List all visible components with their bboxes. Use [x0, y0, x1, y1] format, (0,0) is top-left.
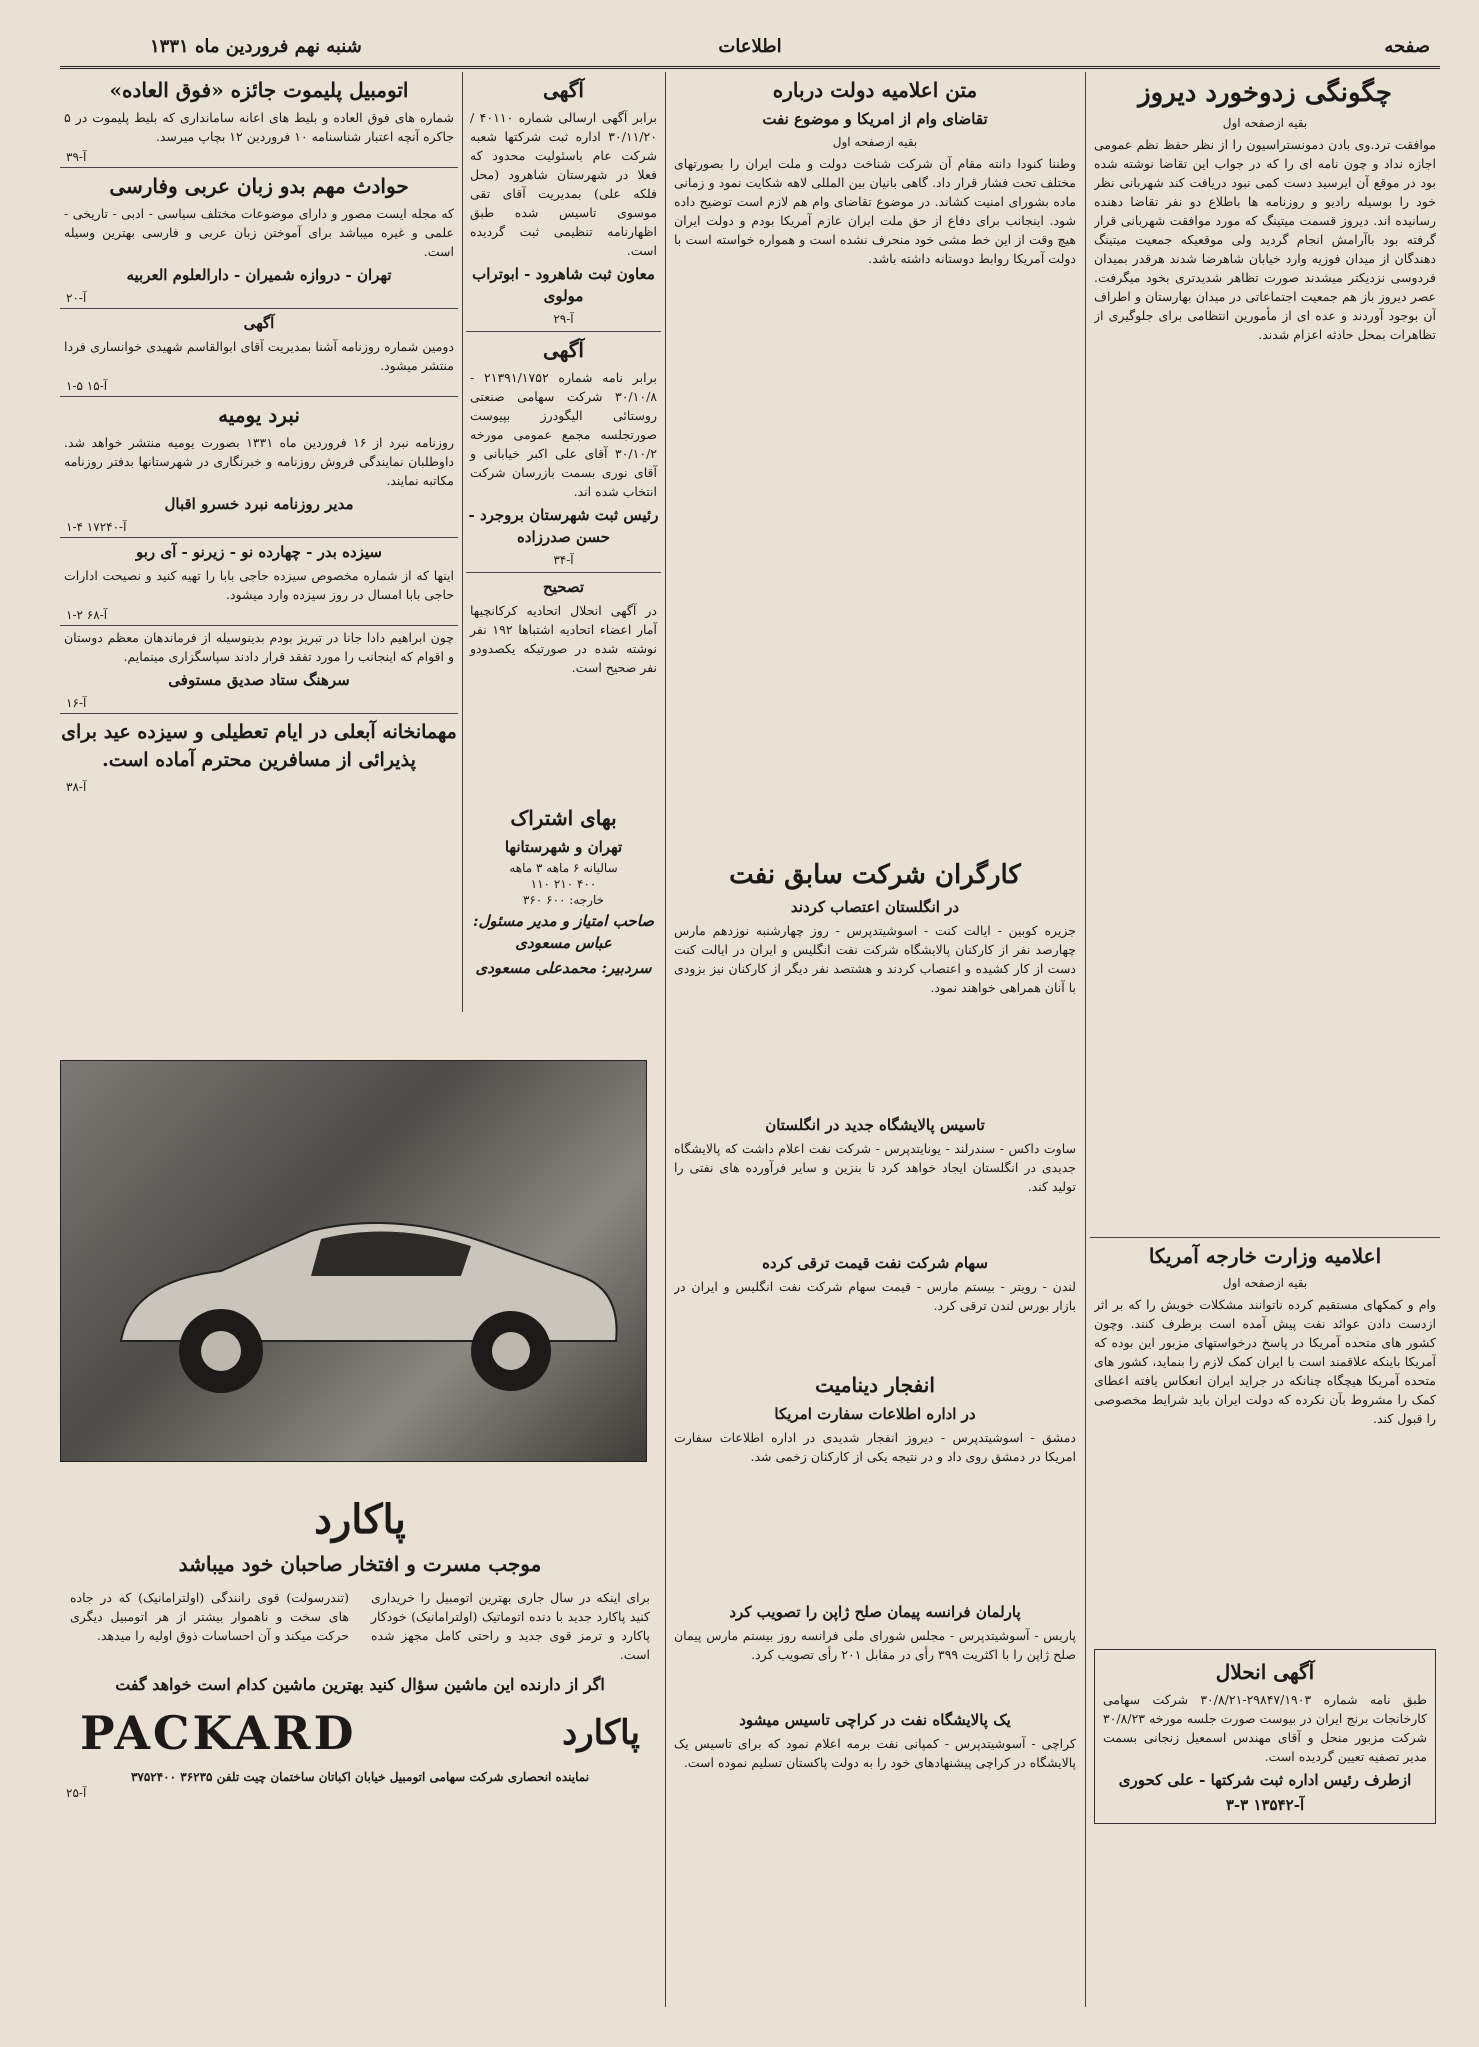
ad-code: آ-۳۸ — [66, 780, 87, 794]
ad-signature: سرهنگ ستاد صدیق مستوفی — [168, 671, 350, 689]
section-body: دمشق - اسوشیتدپرس - دیروز انفجار شدیدی در اداره اطلاعات سفارت امریکا در دمشق روی داد و در نتیجه یکی از کارکنان زخمی شد. — [674, 1430, 1076, 1464]
ad-code: آ-۲۰ — [66, 291, 87, 305]
column-4 — [60, 72, 458, 1057]
ad-body: روزنامه نبرد از ۱۶ فروردین ماه ۱۳۳۱ بصورت یومیه منتشر خواهد شد. داوطلبان نمایندگی فروش روزنامه و خبرنگاری در شهرستانها بدفتر روزنامه مکاتبه نمایند. — [64, 435, 454, 488]
headline: چگونگی زدوخورد دیروز — [1138, 78, 1392, 108]
ad-body: که مجله ایست مصور و دارای موضوعات مختلف سیاسی - ادبی - تاریخی - علمی و غیره میباشد برای آموختن زبان عربی و فارسی بهترین وسیله است. — [64, 206, 454, 259]
section-body: کراچی - آسوشیتدپرس - کمپانی نفت برمه اعلام نمود که برای تاسیس یک پالایشگاه در کراچی پیشنهادهای خود را به دولت پاکستان تسلیم نموده است. — [674, 1736, 1076, 1770]
ad-body: طبق نامه شماره ۲۹۸۴۷/۱۹۰۳-۳۰/۸/۲۱ شرکت سهامی کارخانجات برنج ایران در بیوست صورت جلسه مورخه ۳۰/۸/۲۳ شرکت مزبور منحل و آقای مهندس اسمعیل زنجانی بسمت مدیر تصفیه تعیین گردیده است. — [1103, 1692, 1427, 1764]
ad-code: آ-۳۴ — [553, 553, 574, 567]
packard-ad — [60, 1490, 660, 2020]
subscription-header: تهران و شهرستانها — [504, 838, 623, 856]
article-body: وطننا کنودا دانته مقام آن شرکت شناخت دولت و ملت ایران را بصورتهای مختلف تحت فشار قرار داد. گاهی بانیان بین المللی لاهه شکایت نمود و زمانی ماده بشورای امنیت کشاند. در موضوع تقاضای وام هم لازم است توضیح داده شود. اینجانب برای دفاع از حق ملت ایران عازم آمریکا بودم و دولت ایران هیچ وقت از این خط مشی خود منحرف نشده است و همواره خواسته است با دولت آمریکا روابط دوستانه داشته باشد. — [674, 156, 1076, 266]
ad-signature: مدیر روزنامه نبرد خسرو اقبال — [164, 495, 354, 513]
ad-code: آ-۶۸ ۲-۱ — [66, 608, 108, 622]
column-3 — [466, 72, 661, 772]
ad-title: اتومبیل پلیموت جائزه «فوق العاده» — [109, 78, 409, 102]
ad-code: آ-۱۷۲۴۰ ۴-۱ — [66, 520, 127, 534]
packard-code: آ-۲۵ — [66, 1786, 87, 1800]
ad-body: اینها که از شماره مخصوص سیزده حاجی بابا را تهیه کنید و نصیحت ادارات حاجی بابا امسال در روز سیزده وارد میشود. — [64, 568, 454, 602]
packard-footer: نماینده انحصاری شرکت سهامی اتومبیل خیابان اکباتان ساختمان چیت تلفن ۳۶۲۳۵ ۳۷۵۲۴۰۰ — [130, 1770, 590, 1784]
ad-title: آگهی انحلال — [1215, 1660, 1315, 1684]
subsection-body: لندن - رویتر - بیستم مارس - قیمت سهام شرکت نفت انگلیس و ایران در بازار بورس لندن ترقی کرد. — [674, 1279, 1076, 1313]
divider — [60, 537, 458, 538]
ad-signature: رئیس ثبت شهرستان بروجرد - حسن صدرزاده — [468, 506, 659, 546]
editor-line: سردبیر: محمدعلی مسعودی — [475, 959, 652, 977]
packard-slogan: موجب مسرت و افتخار صاحبان خود میباشد — [178, 1552, 542, 1576]
section-subtitle: در انگلستان اعتصاب کردند — [790, 898, 960, 916]
ad-code: آ-۱۶ — [66, 696, 87, 710]
section-title: پارلمان فرانسه پیمان صلح ژاپن را تصویب کرد — [729, 1603, 1021, 1621]
ad-title: آگهی — [543, 338, 584, 362]
continued-note: بقیه ازصفحه اول — [1222, 116, 1308, 130]
section-title: انفجار دینامیت — [815, 1373, 935, 1397]
ad-body: چون ابراهیم دادا جانا در تبریز بودم بدینوسیله از فرماندهان معظم دوستان و اقوام که اینجانب را مورد تفقد قرار دادند سپاسگزاری مینمایم. — [64, 630, 454, 664]
subscription-box — [466, 800, 661, 982]
column-2 — [670, 72, 1080, 1992]
ad-code: آ-۳۹ — [66, 150, 87, 164]
divider — [466, 572, 661, 573]
owner-line: صاحب امتیاز و مدیر مسئول: عباس مسعودی — [473, 912, 654, 952]
article-body: موافقت ترد.وی بادن دمونستراسیون را از نظر حفظ نظم عمومی اجازه نداد و چون نامه ای را که در جواب این تقاضا نوشته شده بود در موقع آن ایرسید دست کمی نبود دریافت کند شهربانی نظر خود را بوسیله رادیو و روزنامه ها باطلاع دو نفر تقاضا دهنده رسانیده اند. دیروز قسمت میتینگ که مورد موافقت شهربانی قرار گرفته بود باآرامش انجام گردید ولی موقعیکه جمعیت میتینگ دهندگان از میدان فوزیه وارد خیابان شاهرضا شدند هرقدر بمیدان فردوسی نزدیکتر میشدند صورت تظاهر شدیدتری بخود میگرفت. عصر دیروز باز هم جمعیت اجتماعاتی در میدان بهارستان و اطراف آن بوجود آوردند و عده ای از مأمورین انتظامی برای جلوگیری از تظاهرات بمحل حادثه اعزام شدند. — [1094, 137, 1436, 342]
section-body: وام و کمکهای مستقیم کرده ناتوانند مشکلات خویش را که بر اثر ازدست دادن عوائد نفت پیش آمده است برطرف کنند. وچون کشور های متحده آمریکا در پاسخ درخواستهای مزبور این بوده که آمریکا باینکه علاقمند است با ایران کمک لازم را بنماید، کشور های متحده آمریکا هیچگاه چنانکه در جراید ایران انعکاس یافته اعطای کمک را مشروط بآن نکرده که دولت ایران باید شرایط مخصوصی را قبول کند. — [1094, 1297, 1436, 1426]
ad-title: تصحیح — [542, 578, 585, 596]
ad-body: برابر نامه شماره ۲۱۳۹۱/۱۷۵۲ - ۳۰/۱۰/۸ شرکت سهامی صنعتی روستائی الیگودرز بپیوست صورتجلسه مجمع عمومی مورخه ۳۰/۱۰/۲ آقای علی اکبر خیابانی و آقای نوری بسمت بازرسان شرکت انتخاب شده اند. — [470, 370, 657, 499]
packard-logo-latin: PACKARD — [80, 1706, 357, 1760]
divider — [60, 396, 458, 397]
packard-tagline: اگر از دارنده این ماشین سؤال کنید بهترین ماشین کدام است خواهد گفت — [115, 1675, 605, 1694]
packard-body-right: برای اینکه در سال جاری بهترین اتومبیل را خریداری کنید پاکارد جدید با دنده اتوماتیک (اولترامانیک) خودکار پاکارد و ترمز قوی جدید و راحتی کامل مجهز شده است. — [371, 1590, 650, 1662]
ad-signature: معاون ثبت شاهرود - ابوتراب مولوی — [472, 265, 655, 305]
section-body: جزیره کوبین - ایالت کنت - اسوشیتدپرس - روز چهارشنبه نوزدهم مارس چهارصد نفر از کارکنان پالایشگاه شرکت نفت انگلیس و ایران در ایالت کنت دست از کار کشیده و اعتصاب کردند و هشتصد نفر دیگر از کارکنان نیز بزودی با آنان همراهی خواهند نمود. — [674, 923, 1076, 995]
ad-body: شماره های فوق العاده و بلیط های اعانه سامانداری که بلیط پلیموت در ۵ جاکره آنچه اعتبار شناسنامه ۱۰ فروردین ۱۲ بچاپ میرسد. — [64, 110, 454, 144]
ad-title: نبرد یومیه — [218, 403, 300, 427]
paper-name: اطلاعات — [718, 36, 782, 57]
subsection-title: تاسیس پالایشگاه جدید در انگلستان — [765, 1116, 985, 1134]
page-header — [60, 28, 1440, 69]
ad-code: آ-۲۹ — [553, 312, 574, 326]
ad-title: آگهی — [243, 314, 275, 332]
subsection-title: سهام شرکت نفت قیمت ترقی کرده — [762, 1254, 988, 1272]
ad-title: حوادث مهم بدو زبان عربی وفارسی — [109, 174, 409, 198]
ad-title: آگهی — [543, 78, 584, 102]
subscription-columns: سالیانه ۶ ماهه ۳ ماهه — [509, 861, 618, 875]
divider — [60, 625, 458, 626]
continued-note: بقیه ازصفحه اول — [832, 135, 918, 149]
section-body: پاریس - آسوشیتدپرس - مجلس شورای ملی فرانسه روز بیستم مارس پیمان صلح ژاپن را با اکثریت ۳۹۹ رأی در مقابل ۲۰۱ رأی تصویب کرد. — [674, 1628, 1076, 1662]
ad-code: آ-۱۳۵۴۲ ۳-۳ — [1225, 1796, 1305, 1814]
subscription-row: ۴۰۰ ۲۱۰ ۱۱۰ — [530, 877, 597, 891]
divider — [60, 713, 458, 714]
ad-address: تهران - دروازه شمیران - دارالعلوم العربیه — [126, 266, 392, 284]
section-title: کارگران شرکت سابق نفت — [729, 860, 1021, 890]
car-photo — [60, 1060, 647, 1462]
ad-body: دومین شماره روزنامه آشنا بمدیریت آقای ابوالقاسم شهیدی خوانساری فردا منتشر میشود. — [64, 339, 454, 373]
divider — [466, 331, 661, 332]
car-illustration — [61, 1061, 646, 1461]
subscription-title: بهای اشتراک — [510, 806, 617, 830]
section-title: اعلامیه وزارت خارجه آمریکا — [1148, 1244, 1382, 1268]
page-label: صفحه — [1384, 36, 1430, 57]
divider — [60, 308, 458, 309]
section-title: یک پالایشگاه نفت در کراچی تاسیس میشود — [739, 1711, 1011, 1729]
ad-body: برابر آگهی ارسالی شماره ۴۰۱۱۰ /۳۰/۱۱/۲۰ اداره ثبت شرکتها شعبه شرکت عام باسئولیت محدود که فعلا در شهرستان شاهرود (محل فلکه علی) بمدیریت آقای تقی موسوی تاسیس شده طبق اظهارنامه تنظیمی ثبت گردیده است. — [470, 110, 657, 258]
packard-logo-fa: پاکارد — [562, 1713, 640, 1753]
section-divider — [1090, 1237, 1440, 1238]
ad-title: سیزده بدر - چهارده نو - زیرنو - آی ربو — [135, 543, 383, 561]
packard-body-left: (تندرسولت) قوی رانندگی (اولترامانیک) که در جاده های سخت و ناهموار بیشتر از هر اتومبیل دیگری حرکت میکند و آن احساسات ذوق اولیه را میدهد. — [70, 1590, 349, 1643]
section-continued: بقیه ازصفحه اول — [1222, 1276, 1308, 1290]
page-date: شنبه نهم فروردین ماه ۱۳۳۱ — [150, 36, 362, 57]
section-subtitle: در اداره اطلاعات سفارت امریکا — [774, 1405, 976, 1423]
column-divider — [665, 72, 666, 2007]
subscription-row: خارجه: ۶۰۰ ۳۶۰ — [522, 893, 605, 907]
ad-signature: ازطرف رئیس اداره ثبت شرکتها - علی کحوری — [1118, 1771, 1412, 1789]
subheadline: تقاضای وام از امریکا و موضوع نفت — [762, 110, 988, 128]
headline: متن اعلامیه دولت درباره — [772, 78, 978, 102]
packard-title: پاکارد — [314, 1496, 406, 1543]
subsection-body: ساوت داکس - سندرلند - یونایتدپرس - شرکت نفت اعلام داشت که پالایشگاه جدیدی در انگلستان ایجاد خواهد کرد تا بنزین و سایر فرآورده های نفتی را تولید کند. — [674, 1141, 1076, 1194]
ad-code: آ-۱۵ ۵-۱ — [66, 379, 108, 393]
column-divider — [1085, 72, 1086, 2007]
ad-title: مهمانخانه آبعلی در ایام تعطیلی و سیزده عید برای پذیرائی از مسافرین محترم آماده است. — [61, 721, 457, 771]
column-divider — [462, 72, 463, 1012]
column-1 — [1090, 72, 1440, 1992]
dissolution-ad — [1094, 1649, 1436, 1824]
divider — [60, 167, 458, 168]
ad-body: در آگهی انحلال اتحادیه کرکانچیها آمار اعضاء اتحادیه اشتباها ۱۹۲ نفر نوشته شده در صورتیکه یکصدودو نفر صحیح است. — [470, 603, 657, 675]
